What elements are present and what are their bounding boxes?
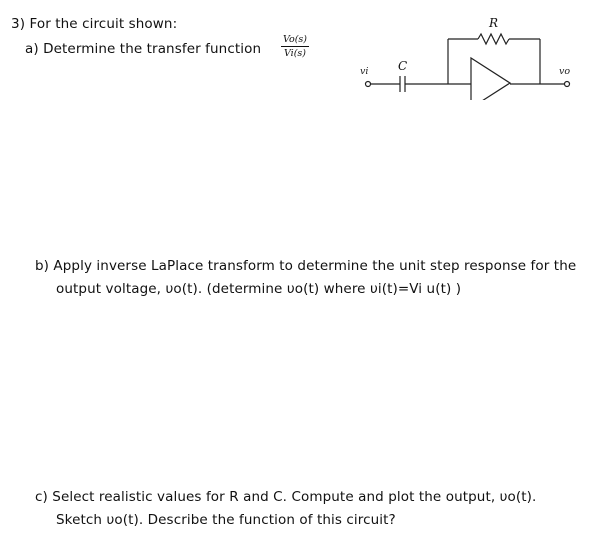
output-terminal — [565, 82, 570, 87]
fraction-denominator: Vi(s) — [283, 48, 307, 59]
part-c-line-1: c) Select realistic values for R and C. Compute and plot the output, υo(t). — [35, 489, 537, 505]
problem-title: 3) For the circuit shown: — [11, 16, 178, 32]
capacitor-label: C — [398, 59, 408, 73]
resistor-label: R — [489, 16, 499, 30]
op-amp-triangle — [471, 58, 510, 100]
fraction-bar — [281, 46, 309, 47]
part-c-line-2: Sketch υo(t). Describe the function of this circuit? — [56, 512, 396, 528]
circuit-diagram — [352, 8, 582, 100]
transfer-function-fraction — [281, 34, 309, 59]
resistor-zigzag — [478, 34, 509, 44]
input-terminal — [366, 82, 371, 87]
output-label: vo — [559, 66, 571, 77]
part-b-line-2: output voltage, υo(t). (determine υo(t) where υi(t)=Vi u(t) ) — [56, 281, 462, 297]
part-a-text: a) Determine the transfer function — [25, 41, 262, 57]
part-b-line-1: b) Apply inverse LaPlace transform to determine the unit step response for the — [35, 258, 577, 274]
fraction-numerator: Vo(s) — [283, 34, 307, 45]
input-label: vi — [360, 66, 369, 77]
